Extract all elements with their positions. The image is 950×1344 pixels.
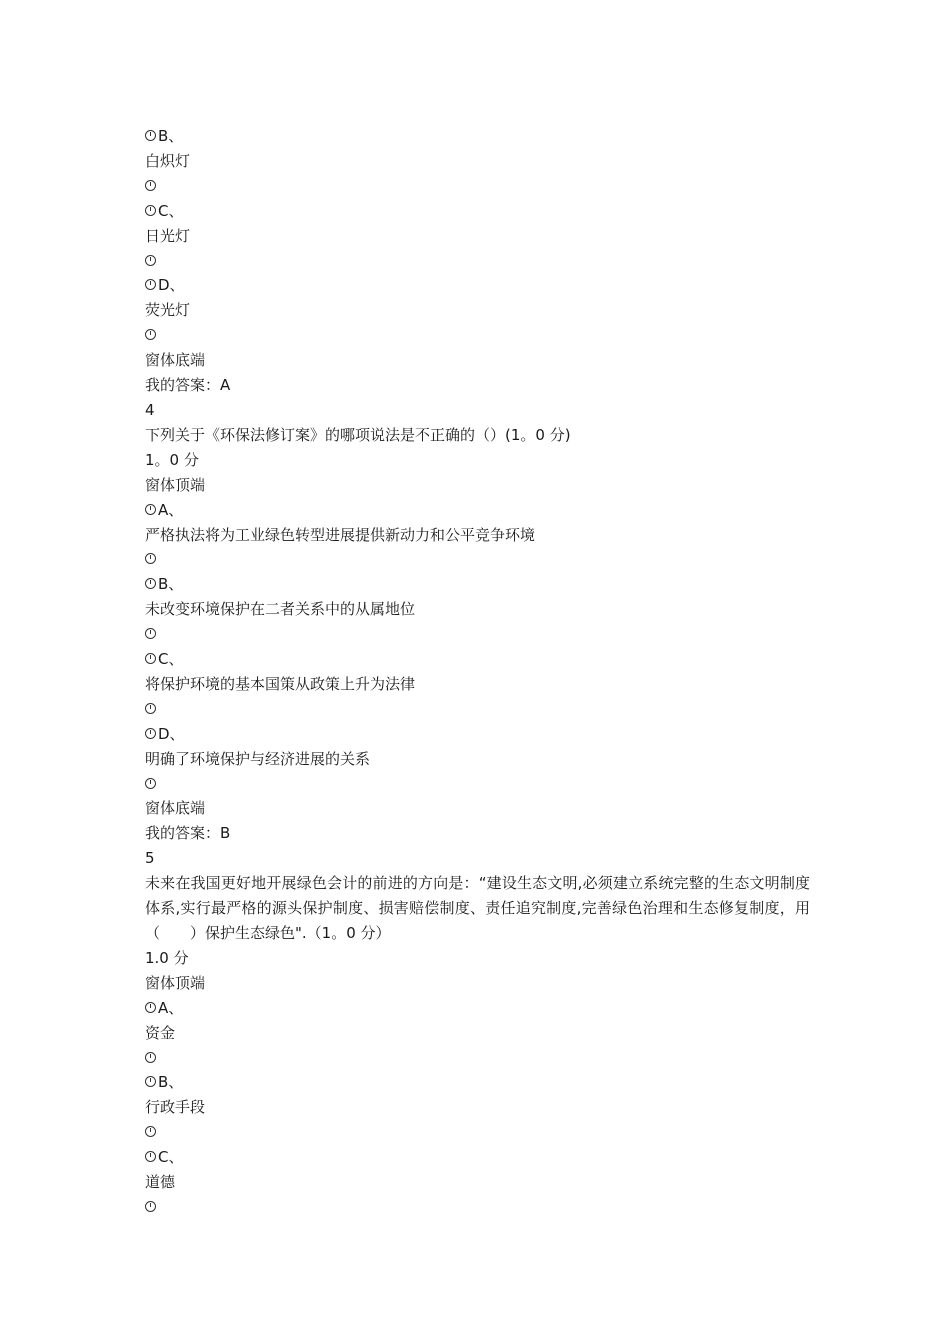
- line-text: B、: [158, 575, 184, 594]
- option-line[interactable]: [145, 1070, 815, 1095]
- line-text: 未改变环境保护在二者关系中的从属地位: [145, 600, 416, 619]
- text-line: [145, 473, 815, 498]
- radio-icon[interactable]: [145, 1201, 156, 1212]
- text-line: [145, 149, 815, 174]
- line-text: 5: [145, 849, 155, 868]
- radio-icon[interactable]: [145, 1002, 156, 1013]
- text-line: [145, 224, 815, 249]
- option-line[interactable]: [145, 323, 815, 348]
- line-text: 严格执法将为工业绿色转型进展提供新动力和公平竞争环境: [145, 525, 536, 544]
- radio-icon[interactable]: [145, 728, 156, 739]
- line-text: 资金: [145, 1023, 176, 1042]
- option-line[interactable]: [145, 498, 815, 523]
- text-line: [145, 946, 815, 971]
- text-line: [145, 971, 815, 996]
- text-line: [145, 871, 810, 946]
- line-text: 窗体底端: [145, 351, 206, 370]
- text-line: [145, 747, 815, 772]
- line-text: 1。0 分: [145, 450, 199, 469]
- line-text: 行政手段: [145, 1098, 206, 1117]
- radio-icon[interactable]: [145, 703, 156, 714]
- text-line: [145, 348, 815, 373]
- option-line[interactable]: [145, 249, 815, 274]
- text-line: [145, 597, 815, 622]
- text-line: [145, 398, 815, 423]
- line-text: D、: [158, 724, 185, 743]
- line-text: 荧光灯: [145, 301, 191, 320]
- option-line[interactable]: [145, 697, 815, 722]
- line-text: 日光灯: [145, 226, 191, 245]
- radio-icon[interactable]: [145, 1126, 156, 1137]
- document-page: [145, 124, 815, 1220]
- radio-icon[interactable]: [145, 1151, 156, 1162]
- line-text: 下列关于《环保法修订案》的哪项说法是不正确的（）(1。0 分): [145, 425, 571, 444]
- line-text: 我的答案：A: [145, 376, 231, 395]
- text-line: [145, 523, 815, 548]
- option-line[interactable]: [145, 996, 815, 1021]
- radio-icon[interactable]: [145, 1076, 156, 1087]
- option-line[interactable]: [145, 547, 815, 572]
- option-line[interactable]: [145, 124, 815, 149]
- radio-icon[interactable]: [145, 180, 156, 191]
- line-text: 将保护环境的基本国策从政策上升为法律: [145, 674, 416, 693]
- option-line[interactable]: [145, 273, 815, 298]
- text-line: [145, 448, 815, 473]
- text-line: [145, 298, 815, 323]
- line-text: 明确了环境保护与经济进展的关系: [145, 749, 371, 768]
- option-line[interactable]: [145, 199, 815, 224]
- line-text: 道德: [145, 1173, 176, 1192]
- line-text: B、: [158, 1073, 184, 1092]
- radio-icon[interactable]: [145, 329, 156, 340]
- text-line: [145, 821, 815, 846]
- option-line[interactable]: [145, 572, 815, 597]
- line-text: C、: [158, 201, 184, 220]
- option-line[interactable]: [145, 1120, 815, 1145]
- radio-icon[interactable]: [145, 279, 156, 290]
- radio-icon[interactable]: [145, 130, 156, 141]
- radio-icon[interactable]: [145, 504, 156, 515]
- line-text: 4: [145, 400, 155, 419]
- text-line: [145, 423, 815, 448]
- option-line[interactable]: [145, 622, 815, 647]
- option-line[interactable]: [145, 1145, 815, 1170]
- radio-icon[interactable]: [145, 255, 156, 266]
- radio-icon[interactable]: [145, 205, 156, 216]
- text-line: [145, 1170, 815, 1195]
- line-text: 窗体底端: [145, 799, 206, 818]
- text-line: [145, 672, 815, 697]
- line-text: A、: [158, 500, 184, 519]
- line-text: 白炽灯: [145, 151, 191, 170]
- option-line[interactable]: [145, 722, 815, 747]
- option-line[interactable]: [145, 772, 815, 797]
- line-text: D、: [158, 276, 185, 295]
- text-line: [145, 1095, 815, 1120]
- option-line[interactable]: [145, 174, 815, 199]
- line-text: A、: [158, 998, 184, 1017]
- line-text: 未来在我国更好地开展绿色会计的前进的方向是：“建设生态文明,必须建立系统完整的生态文明制度体系,实行最严格的源头保护制度、损害赔偿制度、责任追究制度,完善绿色治理和生态修复制度，用（ ）保护生态绿色".（1。0 分）: [145, 874, 810, 942]
- line-text: 窗体顶端: [145, 475, 206, 494]
- line-text: 我的答案：B: [145, 824, 231, 843]
- radio-icon[interactable]: [145, 653, 156, 664]
- radio-icon[interactable]: [145, 578, 156, 589]
- text-line: [145, 846, 815, 871]
- radio-icon[interactable]: [145, 778, 156, 789]
- line-text: C、: [158, 1148, 184, 1167]
- text-line: [145, 1021, 815, 1046]
- line-text: B、: [158, 127, 184, 145]
- option-line[interactable]: [145, 1046, 815, 1071]
- line-text: 窗体顶端: [145, 973, 206, 992]
- radio-icon[interactable]: [145, 553, 156, 564]
- line-text: C、: [158, 650, 184, 669]
- radio-icon[interactable]: [145, 628, 156, 639]
- option-line[interactable]: [145, 647, 815, 672]
- text-line: [145, 373, 815, 398]
- line-text: 1.0 分: [145, 948, 189, 967]
- text-line: [145, 796, 815, 821]
- option-line[interactable]: [145, 1195, 815, 1220]
- radio-icon[interactable]: [145, 1052, 156, 1063]
